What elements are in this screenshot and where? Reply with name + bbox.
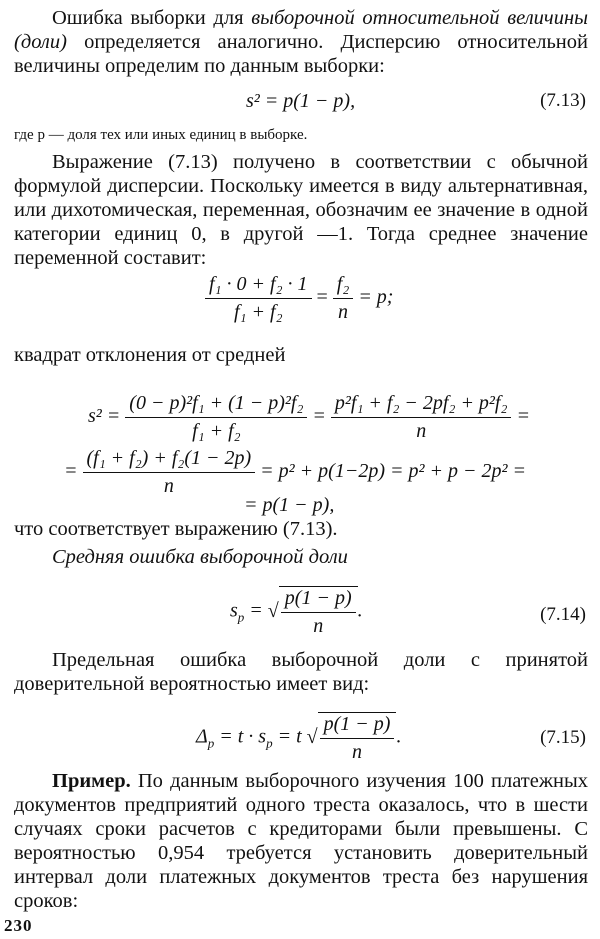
intro-rest: определяется аналогично. Дисперсию относительной величины определим по данным выборки: (14, 31, 588, 77)
eq713-number: (7.13) (540, 90, 586, 111)
mean-equation: $\frac{\text{f₁ · 0 + f₂ · 1}}{\text{f₁ + f₂}}$ = $\frac{\text{f₂}}{n}$ = p; (205, 273, 393, 324)
eq714-number: (7.14) (540, 604, 586, 625)
example-label: Пример. (52, 770, 131, 792)
paragraph-intro (14, 6, 588, 78)
corresponds-text: что соответствует выражению (7.13). (14, 518, 338, 540)
avg-error-title: Средняя ошибка выборочной доли (52, 546, 348, 568)
paragraph-example (14, 769, 588, 913)
paragraph-limit-error: Предельная ошибка выборочной доли с принятой доверительной вероятностью имеет вид: (14, 649, 588, 695)
variance-equation-line3: = p(1 − p), (244, 494, 335, 516)
sq-dev-label: квадрат отклонения от средней (14, 344, 286, 366)
example-text: По данным выборочного изучения 100 платежных документов предприятий одного треста оказалось, что в шести случаях сроки расчетов с кредиторами были превышены. С вероятностью 0,954 требуется установить доверительный интервал доли платежных документов треста без нарушения сроков: (14, 770, 588, 912)
equation-7-14: $s_p$ = √ $\frac{p(1 - p)}{n}$ . (230, 587, 363, 637)
equation-7-13 (246, 90, 355, 113)
eq715-number: (7.15) (540, 727, 586, 748)
equation-7-15: $\Delta_p = t \cdot s_p = t$ √ $\frac{p(1 - p)}{n}$ . (196, 713, 402, 763)
page-number: 230 (4, 916, 33, 935)
intro-italic-term: выборочной относительной величины (доли) (14, 7, 588, 53)
where-note: где p — доля тех или иных единиц в выборке. (14, 127, 308, 143)
mean-fraction-2: $\frac{\text{f₂}}{n}$ (333, 273, 354, 324)
variance-equation-line2: = $\frac{\text{(f₁ + f₂) + f₂(1 − 2p)}}{n}$ = p² + p(1−2p) = p² + p − 2p² = (64, 447, 526, 497)
mean-fraction: $\frac{\text{f₁ · 0 + f₂ · 1}}{\text{f₁ + f₂}}$ (205, 273, 312, 324)
intro-lead: Ошибка выборки для (52, 7, 252, 29)
eq713-formula: s² = p(1 − p), (246, 90, 356, 112)
paragraph-dispersion: Выражение (7.13) получено в соответствии с обычной формулой дисперсии. Поскольку имеется в виду альтернативная, или дихотомическая, переменная, обозначим ее значение в одной категории единиц 0, в другой —1. Тогда среднее значение переменной составит: (14, 151, 588, 269)
sqrt-symbol: √ $\frac{p(1 - p)}{n}$ (268, 586, 358, 638)
variance-equation-line1: s² = $\frac{\text{(0 − p)²f₁ + (1 − p)²f₂}}{\text{f₁ + f₂}}$ = $\frac{\text{p²f₁ + f₂ − 2pf₂ + p²f₂}}{n}$ = (88, 392, 530, 442)
